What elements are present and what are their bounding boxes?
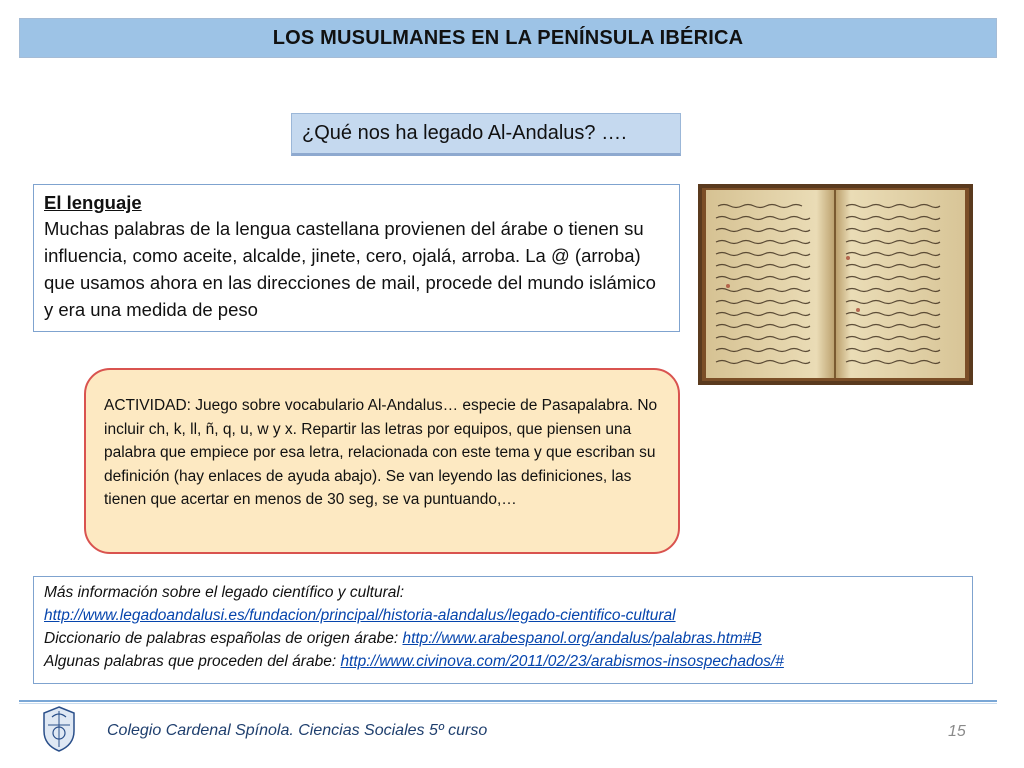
title-bar [19, 18, 997, 58]
school-crest-icon [38, 705, 80, 753]
link-legado-andalusi[interactable]: http://www.legadoandalusi.es/fundacion/principal/historia-alandalus/legado-cientifico-cultural [44, 607, 676, 624]
question-text: ¿Qué nos ha legado Al-Andalus? …. [302, 122, 627, 144]
footer-divider [19, 700, 997, 702]
language-box [33, 184, 680, 332]
dictionary-label: Diccionario de palabras españolas de origen árabe: [44, 630, 403, 647]
footer-divider-secondary [19, 703, 997, 704]
question-box [291, 113, 681, 156]
activity-text: ACTIVIDAD: Juego sobre vocabulario Al-Andalus… especie de Pasapalabra. No incluir ch, k, ll, ñ, q, u, w y x. Repartir las letras por equipos, que piensen una palabra que empiece por esa letra, relacionada con este tema y que escriban su definición (hay enlaces de ayuda abajo). Se van leyendo las definiciones, las tienen que acertar en menos de 30 seg, se va puntuando,… [104, 397, 658, 509]
link-civinova[interactable]: http://www.civinova.com/2011/02/23/arabismos-insospechados/# [340, 653, 784, 670]
slide-title: LOS MUSULMANES EN LA PENÍNSULA IBÉRICA [272, 26, 744, 49]
arabic-manuscript-image [698, 184, 973, 385]
activity-box [84, 368, 680, 554]
footer-text: Colegio Cardenal Spínola. Ciencias Sociales 5º curso [107, 722, 488, 739]
language-body: Muchas palabras de la lengua castellana provienen del árabe o tienen su influencia, como aceite, alcalde, jinete, cero, ojalá, arroba. La @ (arroba) que usamos ahora en las direcciones de mail, procede del mundo islámico y era una medida de peso [44, 218, 656, 320]
page-number: 15 [948, 723, 966, 740]
info-intro: Más información sobre el legado científico y cultural: [44, 584, 405, 601]
words-label: Algunas palabras que proceden del árabe: [44, 653, 341, 670]
language-heading: El lenguaje [44, 192, 142, 213]
link-arabespanol[interactable]: http://www.arabespanol.org/andalus/palabras.htm#B [402, 630, 762, 647]
info-box [33, 576, 973, 684]
